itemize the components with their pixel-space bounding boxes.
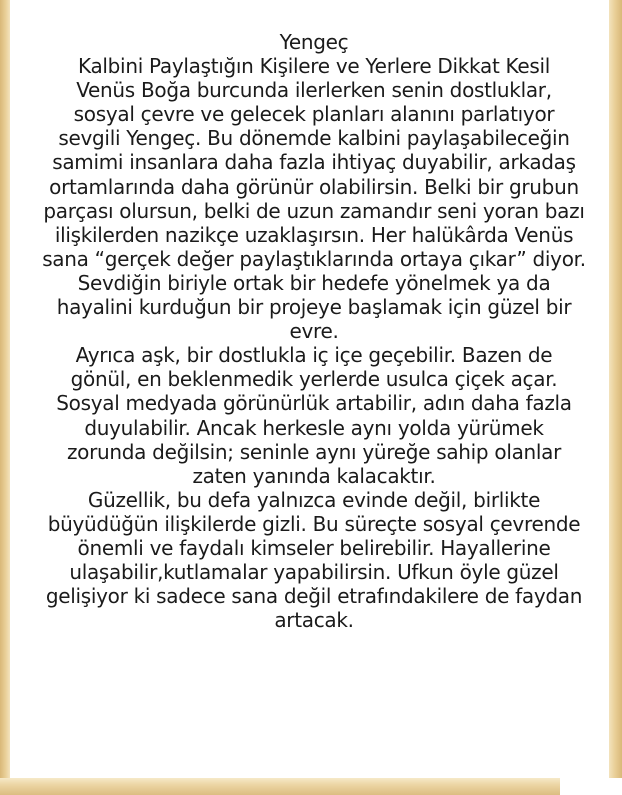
paragraph-3-line: gelişiyor ki sadece sana değil etrafındakilere de faydan	[45, 584, 583, 609]
paragraph-1-line: sosyal çevre ve gelecek planları alanını parlatıyor	[73, 102, 555, 127]
paragraph-1-line: Venüs Boğa burcunda ilerlerken senin dostluklar,	[76, 78, 552, 103]
paragraph-3-line: artacak.	[274, 608, 354, 633]
paragraph-2-line: duyulabilir. Ancak herkesle aynı yolda yürümek	[84, 415, 544, 440]
paragraph-2-line: Sosyal medyada görünürlük artabilir, adın daha fazla	[56, 391, 572, 416]
paragraph-1-line: hayalini kurduğun bir projeye başlamak için güzel bir	[56, 295, 572, 320]
paragraph-3-line: ulaşabilir,kutlamalar yapabilirsin. Ufkun öyle güzel	[69, 560, 559, 585]
paragraph-1-line: ortamlarında daha görünür olabilirsin. Belki bir grubun	[49, 174, 579, 199]
paragraph-2-line: zaten yanında kalacaktır.	[192, 463, 436, 488]
paragraph-1-line: sevgili Yengeç. Bu dönemde kalbini paylaşabileceğin	[58, 126, 570, 151]
paragraph-2-line: zorunda değilsin; seninle aynı yüreğe sahip olanlar	[66, 439, 562, 464]
paragraph-2-line: gönül, en beklenmedik yerlerde usulca çiçek açar.	[70, 367, 558, 392]
paragraph-1-line: sana “gerçek değer paylaştıklarında ortaya çıkar” diyor.	[42, 246, 586, 271]
frame-corner-gap	[560, 778, 622, 795]
paragraph-3-line: büyüdüğün ilişkilerde gizli. Bu süreçte sosyal çevrende	[47, 511, 581, 536]
horoscope-text	[34, 30, 594, 632]
gold-frame-left	[0, 0, 10, 795]
paragraph-2-line: Ayrıca aşk, bir dostlukla iç içe geçebilir. Bazen de	[75, 343, 553, 368]
paragraph-1-line: parçası olursun, belki de uzun zamandır seni yoran bazı	[43, 198, 585, 223]
text-page	[10, 0, 609, 778]
gold-frame-right	[609, 0, 622, 795]
horoscope-subtitle: Kalbini Paylaştığın Kişilere ve Yerlere Dikkat Kesil	[77, 54, 551, 79]
paragraph-1-line: ilişkilerden nazikçe uzaklaşırsın. Her halükârda Venüs	[54, 222, 574, 247]
paragraph-1-line: samimi insanlara daha fazla ihtiyaç duyabilir, arkadaş	[52, 150, 576, 175]
paragraph-3-line: önemli ve faydalı kimseler belirebilir. Hayallerine	[77, 535, 551, 560]
paragraph-1-line: evre.	[289, 319, 339, 344]
paragraph-1-line: Sevdiğin biriyle ortak bir hedefe yönelmek ya da	[77, 270, 551, 295]
paragraph-3-line: Güzellik, bu defa yalnızca evinde değil, birlikte	[87, 487, 541, 512]
horoscope-title: Yengeç	[279, 30, 349, 54]
gold-frame-bottom	[0, 778, 622, 795]
